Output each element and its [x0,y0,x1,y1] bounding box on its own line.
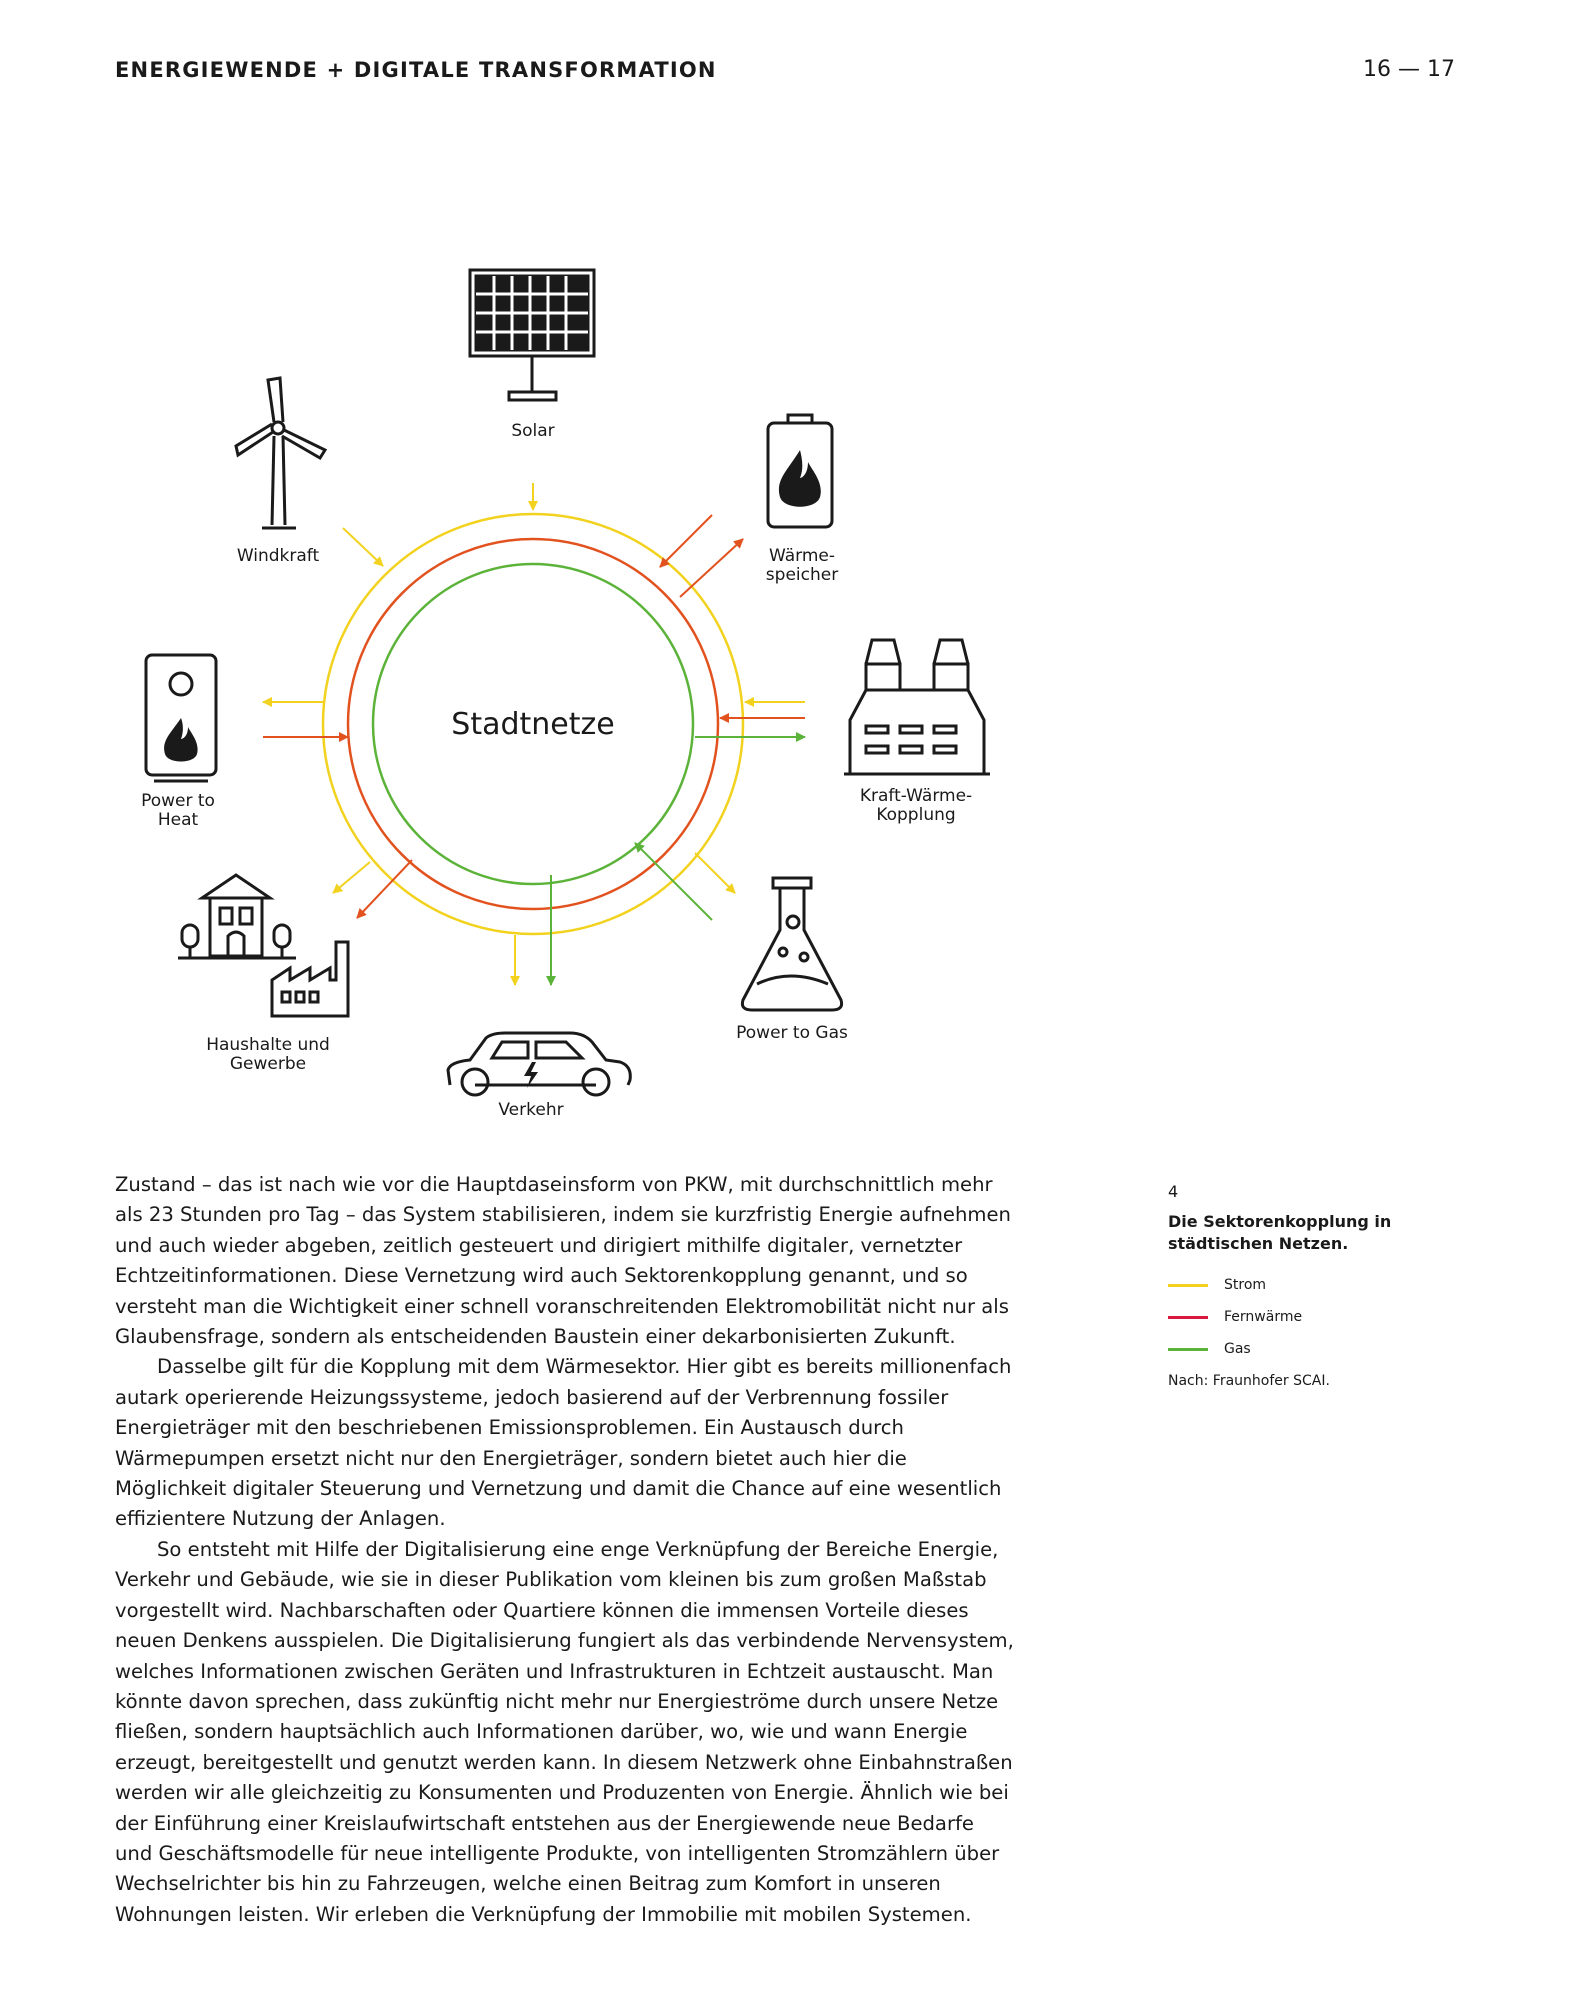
power-plant-icon [844,640,990,774]
label-solar: Solar [511,421,555,441]
label-power-to-gas: Power to Gas [736,1023,848,1043]
legend-item-strom [1168,1269,1428,1301]
page-numbers: 16 — 17 [1363,57,1455,82]
wind-turbine-icon [236,378,325,528]
legend-label-fernwaerme: Fernwärme [1224,1309,1303,1325]
figure-number: 4 [1168,1182,1179,1201]
legend-label-strom: Strom [1224,1277,1267,1293]
label-kwk-1: Kraft-Wärme- [859,786,973,806]
figure-caption [1168,1182,1428,1389]
flame-icon-pth [164,718,198,762]
label-kwk-2: Kopplung [876,805,956,825]
flame-icon [779,450,821,507]
arrow-ptg-gas [635,843,712,920]
legend-item-fernwaerme [1168,1301,1428,1333]
label-haushalte-2: Gewerbe [229,1054,307,1074]
arrow-haushalte-strom [333,862,370,893]
arrow-wind-strom [343,528,383,566]
figure-source: Nach: Fraunhofer SCAI. [1168,1373,1330,1389]
legend-label-gas: Gas [1224,1341,1251,1357]
legend-swatch-strom [1168,1284,1208,1287]
flask-icon [742,878,841,1010]
label-waermespeicher-2: speicher [765,565,839,585]
figure-title: Die Sektorenkopplung in städtischen Netzen. [1168,1212,1392,1253]
label-waermespeicher-1: Wärme- [769,546,835,566]
label-windkraft: Windkraft [236,546,320,566]
center-label: Stadtnetze [451,707,615,742]
legend-swatch-fernwaerme [1168,1316,1208,1319]
label-verkehr: Verkehr [498,1100,564,1120]
arrow-speicher-in [660,515,712,567]
electric-car-icon [448,1033,630,1095]
paragraph-3: So entsteht mit Hilfe der Digitalisierung eine enge Verknüpfung der Bereiche Energie, Verkehr und Gebäude, wie sie in dieser Publikation vom kleinen bis zum großen Maßstab vorgestellt wird. Nachbarschaften oder Quartiere können die immensen Vorteile dieses neuen Denkens ausspielen. Die Digitalisierung fungiert als das verbindende Nervensystem, welches Informationen zwischen Geräten und Infrastrukturen in Echtzeit austauscht. Man könnte davon sprechen, dass zukünftig nicht mehr nur Energieströme durch unsere Netze fließen, sondern hauptsächlich auch Informationen darüber, wo, wie und wann Energie erzeugt, bereitgestellt und genutzt werden kann. In diesem Netzwerk ohne Einbahnstraßen werden wir alle gleichzeitig zu Konsumenten und Produzenten von Energie. Ähnlich wie bei der Einführung einer Kreislaufwirtschaft entstehen aus der Energiewende neue Bedarfe und Geschäftsmodelle für neue intelligente Produkte, von intelligenten Stromzählern über Wechselrichter bis hin zu Fahrzeugen, welche einen Beitrag zum Komfort in unseren Wohnungen leisten. Wir erleben die Verknüpfung der Immobilie mit mobilen Systemen. [115,1537,1014,1926]
running-header-title: ENERGIEWENDE + DIGITALE TRANSFORMATION [115,58,717,82]
legend-item-gas [1168,1333,1428,1365]
label-pth-2: Heat [157,810,199,830]
label-haushalte-1: Haushalte und [206,1035,330,1055]
label-pth-1: Power to [141,791,215,811]
arrow-ptg-strom [695,853,735,893]
paragraph-2: Dasselbe gilt für die Kopplung mit dem Wärmesektor. Hier gibt es bereits millionenfach autark operierende Heizungssysteme, jedoch basierend auf der Verbrennung fossiler Energieträger mit den beschriebenen Emissionsproblemen. Ein Austausch durch Wärmepumpen ersetzt nicht nur den Energieträger, sondern bietet auch hier die Möglichkeit digitaler Steuerung und Vernetzung und damit die Chance auf eine wesentlich effizientere Nutzung der Anlagen. [115,1355,1012,1531]
house-icon [178,875,296,958]
solar-panel-icon [470,270,594,400]
paragraph-1: Zustand – das ist nach wie vor die Hauptdaseinsform von PKW, mit durchschnittlich mehr als 23 Stunden pro Tag – das System stabilisieren, indem sie kurzfristig Energie aufnehmen und auch wieder abgeben, zeitlich gesteuert und dirigiert mithilfe digitaler, vernetzter Echtzeitinformationen. Diese Vernetzung wird auch Sektorenkopplung genannt, und so versteht man die Wichtigkeit einer schnell voranschreitenden Elektromobilität nicht nur als Glaubensfrage, sondern als entscheidenden Baustein einer dekarbonisierten Zukunft. [115,1173,1011,1349]
arrow-speicher-out [680,539,743,597]
legend-swatch-gas [1168,1348,1208,1351]
body-text [115,1170,1015,1930]
